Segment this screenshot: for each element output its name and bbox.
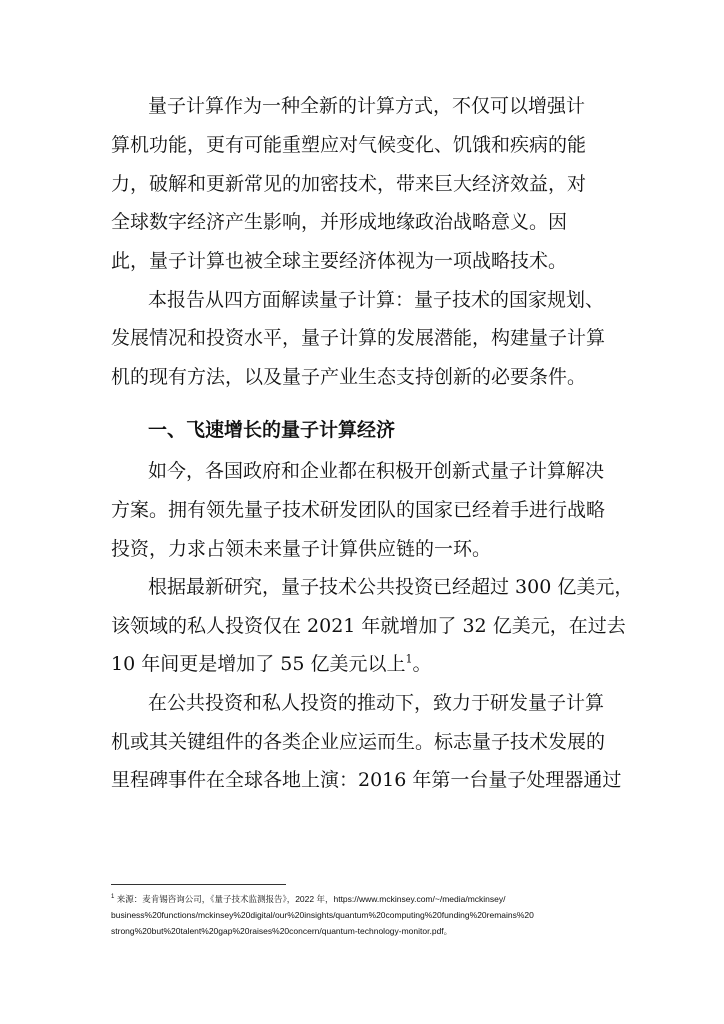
footnote-separator (111, 884, 286, 885)
footnote-line (111, 925, 631, 937)
footnote-url-part[interactable]: business%20functions/mckinsey%20digital/our%20insights/quantum%20computing%20funding%20remains%20 (111, 910, 534, 920)
footnote-url-part[interactable]: strong%20but%20talent%20gap%20raises%20concern/quantum-technology-monitor.pdf。 (111, 926, 453, 936)
footnote-reference[interactable]: 1 (405, 652, 413, 666)
footnote-line (111, 893, 631, 905)
footnote-source-link[interactable]: 来源：麦肯锡咨询公司，《量子技术监测报告》，2022 年，https://www.mckinsey.com/~/media/mckinsey/ (114, 894, 506, 904)
document-page: 量子计算作为一种全新的计算方式，不仅可以增强计 算机功能，更有可能重塑应对气候变化、饥饿和疾病的能 力，破解和更新常见的加密技术，带来巨大经济效益，对 全球数字经济产生影响，并形成地缘政治战略意义。因 此，量子计算也被全球主要经济体视为一项战略技术。 本报告从四方面解读量子计算：量子技术的国家规划、 发展情况和投资水平，量子计算的发展潜能，构建量子计算 机的现有方法，以及量子产业生态支持创新的必要条件。 一、飞速增长的量子计算经济 如今，各国政府和企业都在积极开创新式量子计算解决 方案。拥有领先量子技术研发团队的国家已经着手进行战略 投资，力求占领未来量子计算供应链的一环。 根据最新研究，量子技术公共投资已经超过 300 亿美元， 该领域的私人投资仅在 2021 年就增加了 32 亿美元，在过去 10 年间更是增加了 55 亿美元以上$^1$。 在公共投资和私人投资的推动下，致力于研发量子计算 机或其关键组件的各类企业应运而生。标志量子技术发展的 里程碑事件在全球各地上演：2016 年第一台量子处理器通过 $^1$ 来源：麦肯锡咨询公司，《量子技术监测报告》，2022 年，https://www.mckinsey.com/~/media/mckinsey/ business%20functions/mckinsey%20digital/our%20insights/quantum%20computing%20funding%20remains%20 strong%20but%20talent%20gap%20raises%20concern/quantum-technology-monitor.pdf。 (111, 95, 634, 936)
footnote-marker: 1 (111, 894, 115, 901)
footnote-line (111, 909, 631, 921)
